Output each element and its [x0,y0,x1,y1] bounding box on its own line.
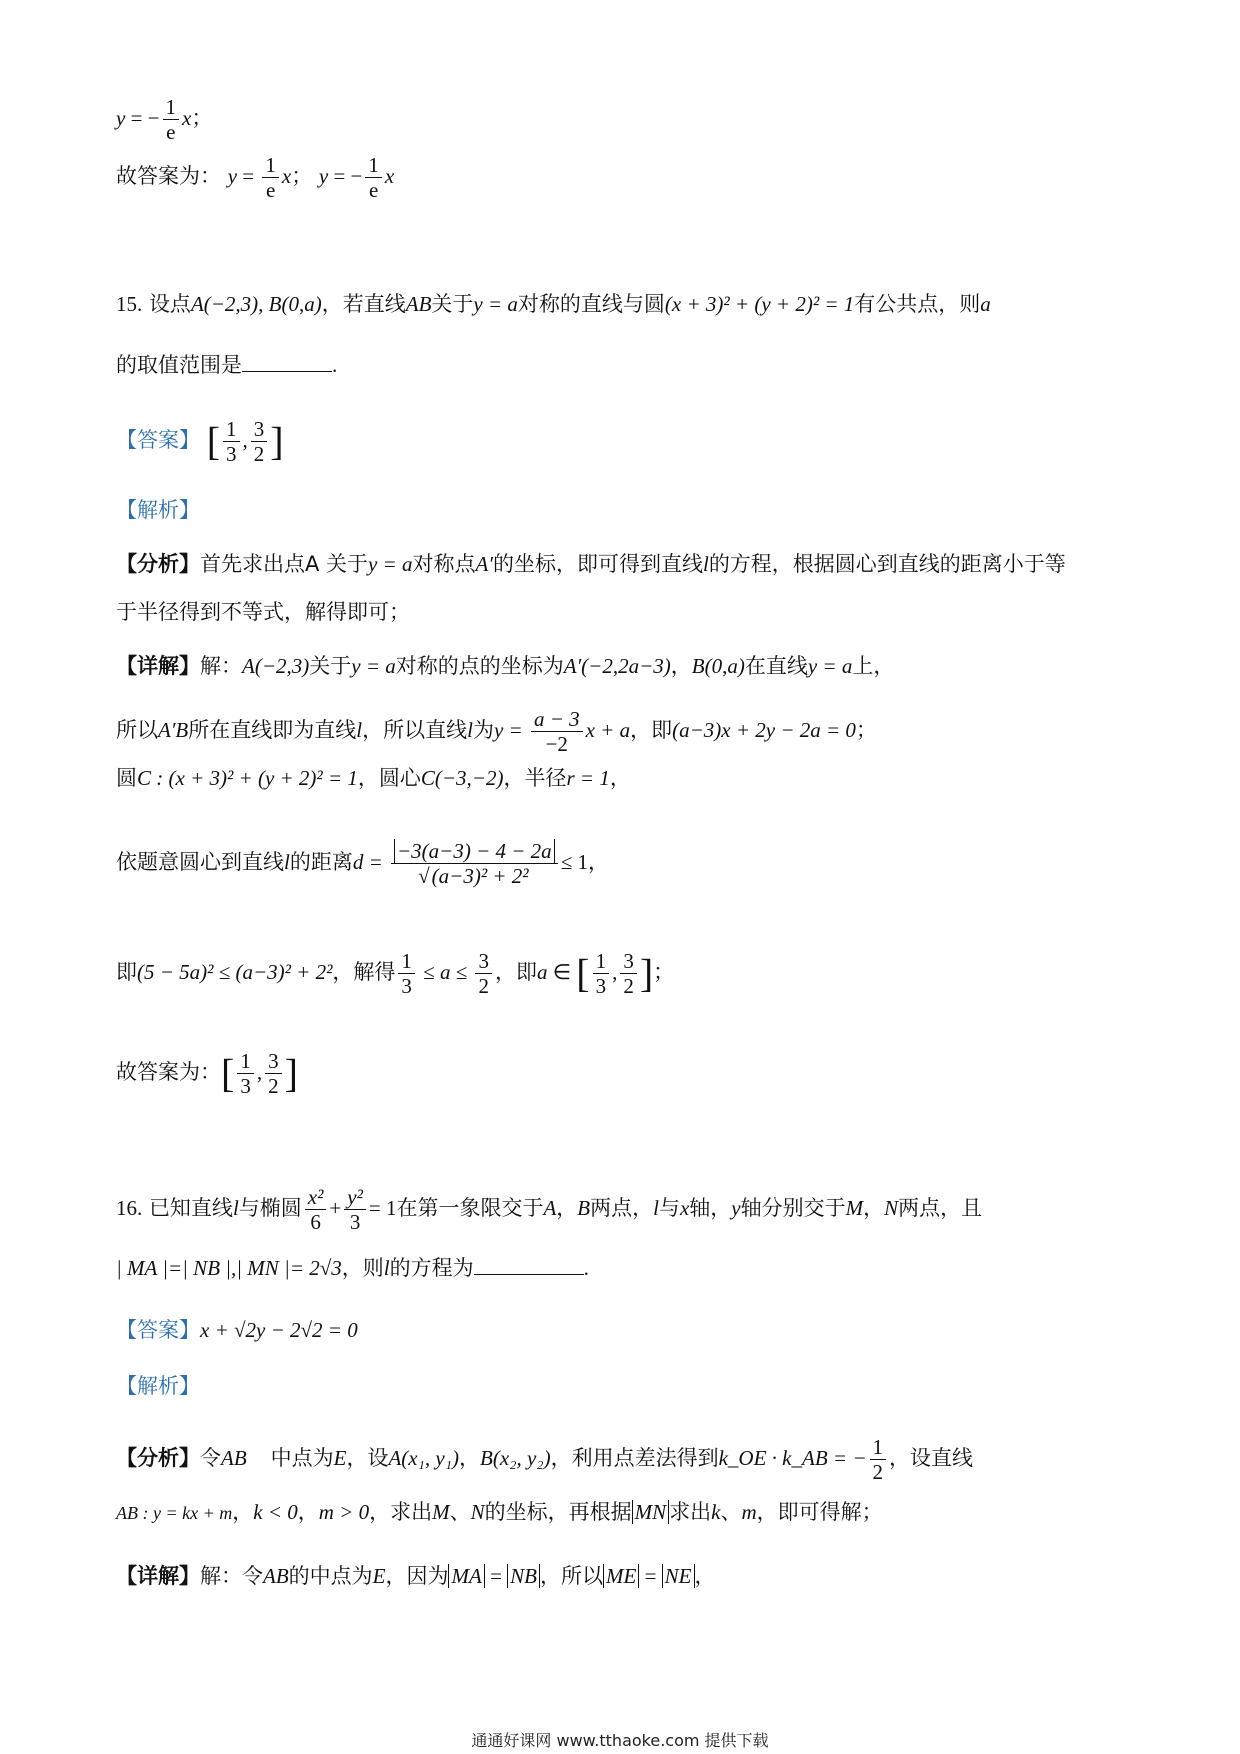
text: ，即 [630,718,673,743]
semicolon: ； [191,106,213,131]
answer-prefix: 故答案为： [116,164,221,189]
text: 所在直线即为直线 [188,718,357,743]
point-a-prime: A′ [475,552,493,576]
denominator: 3 [401,974,412,999]
fraction-1-3 [223,418,240,465]
segment-ab: AB [221,1446,247,1471]
text: ， [670,654,692,678]
text: 已知直线 [148,1196,233,1221]
var-a: a [536,960,548,985]
text: 对称的直线与圆 [517,292,665,316]
line-ab-equation: AB : y = kx + m [116,1503,233,1523]
numerator: 3 [251,418,268,442]
var-x: x [679,1196,690,1221]
denominator: 2 [623,974,634,999]
text: 于半径得到不等式，解得即可； [116,600,410,624]
text: ，解得 [332,960,396,985]
answer-value: x + √2y − 2√2 = 0 [200,1318,358,1342]
numerator: 3 [620,950,637,974]
answer-tag: 【答案】 [116,428,200,453]
fraction-1-3 [237,1050,254,1097]
text: ，设 [346,1446,389,1471]
text: 上， [852,654,895,678]
text: 与 [658,1196,680,1221]
text: ， [609,766,631,790]
numerator: x² [305,1186,327,1210]
fraction-1-3 [593,950,610,997]
answer-blank [474,1256,584,1275]
slope-fraction [531,708,583,755]
point-a-prime: A′(−2,2a−3) [563,654,671,678]
text: 的坐标，即可得到直线 [492,552,703,576]
fraction-1-2 [870,1436,887,1483]
var-y: y [731,1196,741,1221]
fraction-1-3 [398,950,415,997]
numerator: 1 [223,418,240,442]
text: ，因为 [385,1564,449,1588]
text: 两点，且 [898,1196,983,1221]
minus: − [350,164,363,189]
comma: , [612,960,618,985]
analysis-15-line-2 [116,602,410,623]
denominator: e [166,120,176,145]
period: . [332,353,338,377]
text: ，利用点差法得到 [550,1446,719,1471]
denominator: e [265,178,276,203]
text: 轴， [689,1196,732,1221]
var-k: k [711,1500,721,1524]
text: ； [855,718,877,743]
text: 首先求出点A 关于 [200,552,369,576]
length-ma: MA [448,1564,484,1588]
line-y-eq-a: y = a [807,654,853,678]
equals: = [328,164,351,189]
text: 在第一象限交于 [396,1196,544,1221]
text: 的中点为 [288,1564,373,1588]
semicolon: ； [291,164,313,189]
fraction-1-over-e [163,96,180,143]
text: ，求出 [369,1500,433,1524]
line-equation: (a−3)x + 2y − 2a = 0 [672,718,856,743]
text: 的方程，根据圆心到直线的距离小于等 [708,552,1066,576]
right-bracket: ] [639,950,654,996]
numerator: 1 [365,154,382,178]
text: 、 [449,1500,471,1524]
le: ≤ [450,960,473,985]
comma: , [256,1060,263,1085]
length-mn: MN [632,1500,670,1524]
question-number: 15. [116,292,143,316]
text: ； [653,960,675,985]
equals-one: = 1 [368,1196,397,1221]
length-nb: NB [507,1564,540,1588]
fraction-3-2 [475,950,492,997]
answer-line-negative [116,96,212,143]
denominator: 3 [226,442,237,467]
text: ， [694,1564,716,1588]
text: 中点为 [270,1446,334,1471]
line-y-eq-a: y = a [368,552,413,576]
right-bracket: ] [284,1050,298,1096]
question-16-line-1: 16. 已知直线l与椭圆 $\frac{\text{x²}}{6}$ + $\frac{\text{y²}}{3}$ = 1在第一象限交于A，B两点，l与x轴，y轴分别交于M，N两点，且 [116,1185,983,1235]
text: 依题意圆心到直线 [116,850,284,875]
analysis-16-line-2 [116,1502,883,1523]
text: ，所以 [540,1564,603,1588]
distance-fraction: $\frac{-3(a-3) - 4 - 2a}{\text{√(a−3)² + 2²}}$ [391,840,558,887]
denominator: 2 [268,1074,279,1099]
length-me: ME [603,1564,639,1588]
detail-15-line-1 [116,656,894,677]
text: 即 [116,960,137,985]
numerator: 1 [870,1436,887,1460]
text: 圆 [116,766,137,790]
detail-15-line-5 [116,950,674,997]
numerator: y² [344,1186,366,1210]
segment-apb: A′B [158,718,189,743]
point-b: B [577,1196,591,1221]
text: ，所以直线 [362,718,468,743]
denominator: 3 [595,974,607,999]
right-bracket: ] [270,418,284,464]
left-bracket: [ [576,950,590,996]
detail-15-line-3 [116,768,631,789]
var-y: y [318,164,329,189]
segment-ab: AB [263,1564,289,1588]
left-bracket: [ [206,418,221,464]
denominator: e [368,178,379,203]
numerator: a − 3 [531,708,583,732]
analysis-16-line-1 [116,1436,973,1483]
text: 的方程为 [389,1256,474,1280]
text: 与椭圆 [238,1196,302,1221]
denominator: 2 [478,974,489,999]
answer-tag: 【答案】 [116,1318,200,1342]
var-a: a [439,960,451,985]
text: ， [297,1500,319,1524]
numerator: 3 [475,950,492,974]
denominator: 2 [872,1460,883,1485]
text: 关于 [309,654,352,678]
text: 轴分别交于 [740,1196,846,1221]
denominator: 3 [240,1074,251,1099]
line-y-eq-a: y = a [473,292,518,316]
answer-blank [242,353,332,372]
le: ≤ [417,960,440,985]
numerator: 1 [593,950,610,974]
analysis-tag: 【解析】 [116,498,200,522]
x-plus-a: x + a [585,718,631,743]
point-n: N [884,1196,899,1221]
fraction-3-2 [620,950,637,997]
text: 对称的点的坐标为 [395,654,564,678]
var-l: l [383,1256,390,1280]
analysis-tag-15 [116,500,200,521]
var-y: y [116,106,126,131]
var-x: x [384,164,395,189]
question-15-line-2 [116,353,337,376]
var-l: l [284,850,290,875]
text: 设点 [148,292,191,316]
text: 两点， [590,1196,654,1221]
text: 关于 [431,292,474,316]
var-l: l [467,718,473,743]
text: ， [459,1446,481,1471]
text: 令 [200,1446,221,1471]
detail-15-line-4 [116,840,609,887]
condition: | MA |=| NB |,| MN |= 2√3 [116,1256,342,1280]
text: 、 [720,1500,742,1524]
text: 求出 [669,1500,712,1524]
comma: , [242,428,248,453]
text: ， [556,1196,578,1221]
xiangjie-tag: 【详解】 [116,1564,200,1588]
fraction-x2-6 [305,1186,327,1233]
k-negative: k < 0 [253,1500,298,1524]
fenxi-tag: 【分析】 [116,1446,200,1471]
var-x: x [281,164,292,189]
line-ab: AB [405,292,432,316]
numerator: 1 [237,1050,254,1074]
point-a: A(−2,3) [242,654,310,678]
point-m: M [845,1196,864,1221]
fraction-1-over-e [365,154,382,201]
point-b-coords: B(x₂, y₂) [480,1446,551,1471]
point-n: N [470,1500,485,1524]
text: 的取值范围是 [116,353,242,377]
numerator: 3 [265,1050,282,1074]
distance-denominator: (a−3)² + 2² [431,864,529,889]
denominator: 6 [310,1210,321,1235]
fenxi-tag: 【分析】 [116,552,200,576]
text: ，半径 [503,766,567,790]
answer-15 [116,418,284,465]
text: ，设直线 [889,1446,973,1471]
fraction-3-2 [265,1050,282,1097]
question-16-line-2 [116,1256,589,1279]
text: ， [232,1500,254,1524]
distance-numerator: −3(a−3) − 4 − 2a [394,839,555,863]
answer-prefix: 故答案为： [116,1060,221,1085]
text: ，若直线 [321,292,406,316]
left-bracket: [ [221,1050,235,1096]
denominator: −2 [545,732,568,757]
minus: − [147,106,160,131]
point-a-coords: A(x₁, y₁) [388,1446,460,1471]
denominator: 2 [253,442,265,467]
var-y: y [227,164,238,189]
text: ，则 [341,1256,384,1280]
text: 解：令 [200,1564,263,1588]
line-y-eq-a: y = a [351,654,396,678]
circle-equation: C : (x + 3)² + (y + 2)² = 1 [137,766,358,790]
var-d: d = [352,850,389,875]
text: 所以 [116,718,158,743]
question-15-line-1 [116,294,991,315]
inequality: (5 − 5a)² ≤ (a−3)² + 2² [137,960,333,985]
point-e: E [372,1564,386,1588]
numerator: 1 [398,950,415,974]
period: . [583,1256,589,1280]
point-a: A [543,1196,557,1221]
text: ，即可得解； [756,1500,883,1524]
var-l: l [653,1196,659,1221]
equals: = [237,164,260,189]
var-l: l [702,552,709,576]
text: 的距离 [289,850,353,875]
equals: = [125,106,148,131]
point-m: M [432,1500,450,1524]
final-answer-15 [116,1050,298,1097]
text: ，即 [494,960,537,985]
points-ab: A(−2,3), B(0,a) [190,292,322,316]
text: ， [863,1196,885,1221]
var-a: a [980,292,991,316]
radius: r = 1 [566,766,610,790]
xiangjie-tag: 【详解】 [116,654,200,678]
text: 有公共点，则 [854,292,981,316]
var-m: m [741,1500,757,1524]
text: 的坐标，再根据 [484,1500,632,1524]
denominator: 3 [349,1210,361,1235]
fraction-3-2 [251,418,268,465]
numerator: 1 [163,96,180,120]
le-one: ≤ 1 [560,850,588,875]
fraction-y2-3 [344,1186,366,1233]
fraction-1-over-e [262,154,279,201]
element-of: ∈ [547,960,577,985]
var-l: l [232,1196,239,1221]
analysis-tag-16 [116,1376,200,1397]
text: ，圆心 [357,766,421,790]
text: 在直线 [744,654,808,678]
y-equals: y = [493,718,528,743]
m-positive: m > 0 [318,1500,370,1524]
var-l: l [356,718,363,743]
detail-15-line-2 [116,708,877,755]
final-answer-14 [116,154,394,201]
text: 解： [200,654,242,678]
text: 为 [472,718,494,743]
page-footer: 通通好课网 www.tthaoke.com 提供下载 [471,1731,769,1750]
text: 对称点 [412,552,476,576]
analysis-15-line-1 [116,554,1066,575]
detail-16-line-1: 【详解】解：令AB的中点为E，因为 MA = NB ，所以 ME = NE ， [116,1564,716,1588]
point-b: B(0,a) [691,654,745,678]
circle-equation: (x + 3)² + (y + 2)² = 1 [664,292,855,316]
text: ， [587,850,609,875]
answer-16 [116,1320,358,1341]
slope-product: k_OE · k_AB = − [718,1446,867,1471]
numerator: 1 [262,154,279,178]
circle-center: C(−3,−2) [420,766,504,790]
analysis-tag: 【解析】 [116,1374,200,1398]
length-ne: NE [662,1564,695,1588]
var-x: x [182,106,192,131]
point-e: E [333,1446,347,1471]
question-number: 16. [116,1196,143,1221]
